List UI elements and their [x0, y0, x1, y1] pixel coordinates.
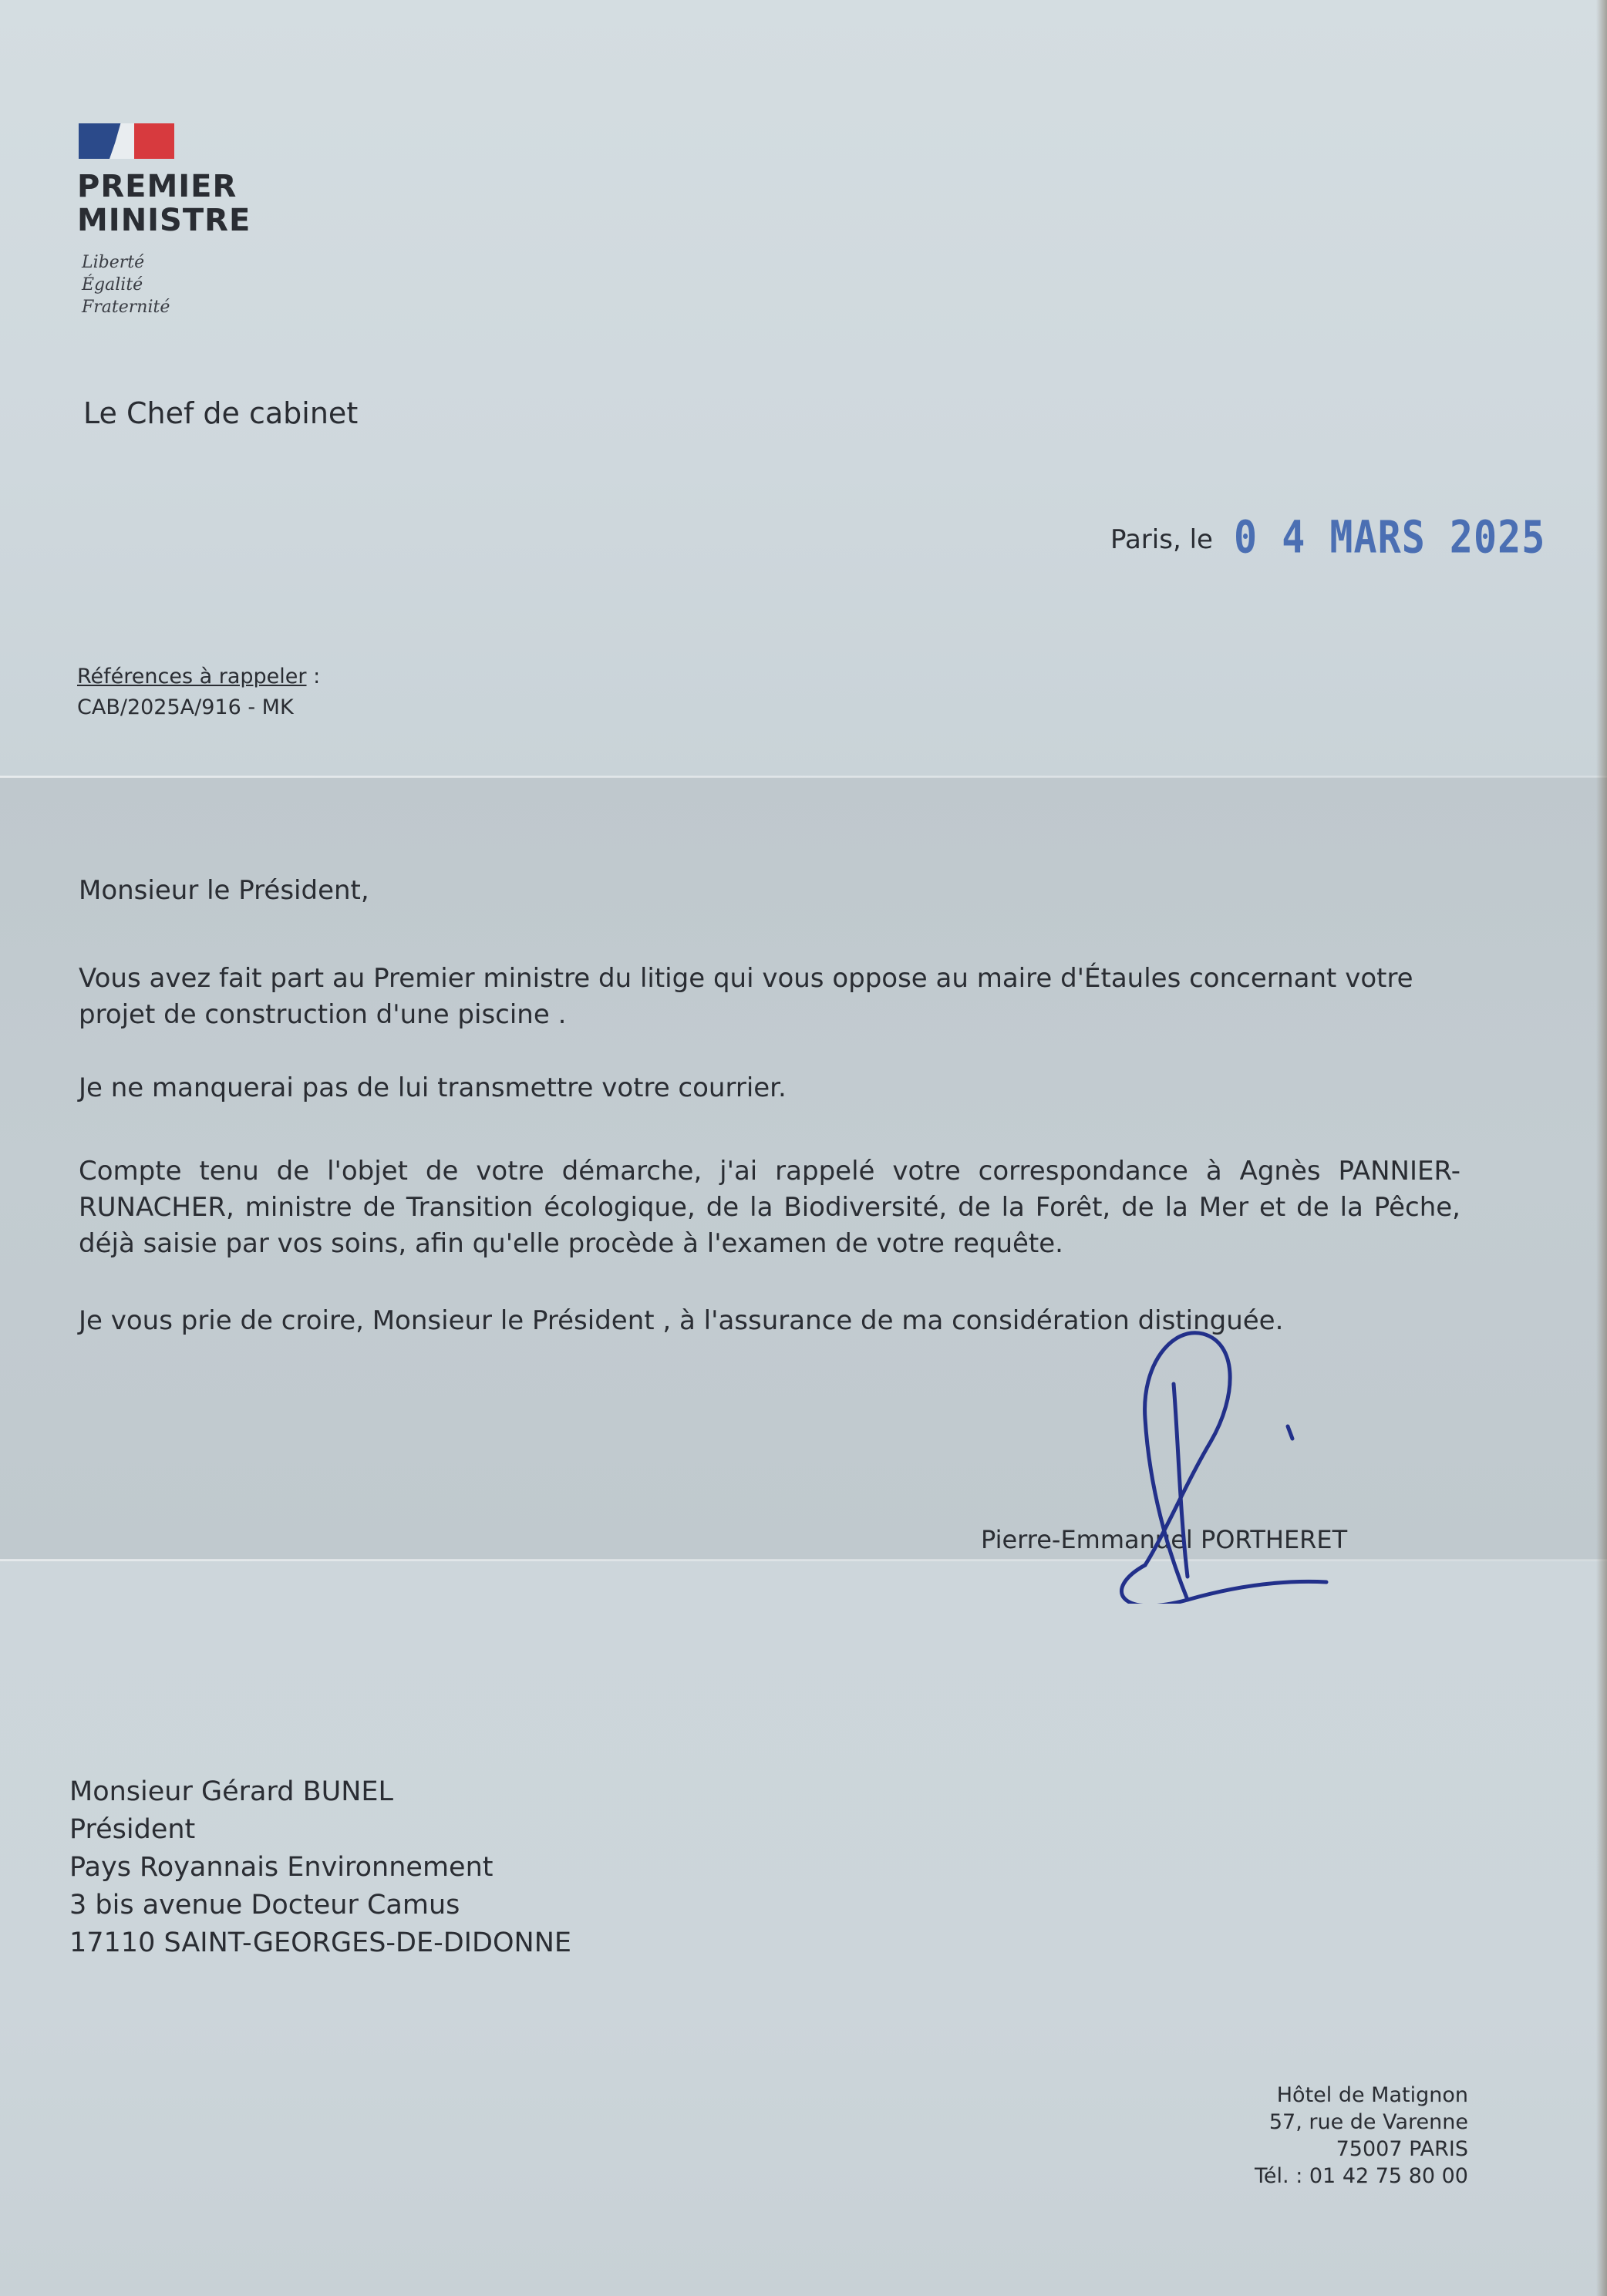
republic-motto [82, 251, 170, 318]
paragraph-2: Je ne manquerai pas de lui transmettre votre courrier. [79, 1072, 787, 1103]
references-label-colon: : [306, 665, 321, 688]
references-label [77, 665, 320, 688]
salutation: Monsieur le Président, [79, 875, 369, 906]
recipient-address [69, 1773, 571, 1962]
recipient-name: Monsieur Gérard BUNEL [69, 1776, 394, 1807]
motto-fraternite: Fraternité [82, 298, 170, 317]
date-stamp: 0 4 MARS 2025 [1234, 511, 1546, 564]
recipient-street: 3 bis avenue Docteur Camus [69, 1890, 460, 1921]
institution-line-1: PREMIER [77, 169, 238, 204]
footer-city: 75007 PARIS [1336, 2137, 1468, 2161]
flag-red-block [134, 123, 174, 159]
recipient-city: 17110 SAINT-GEORGES-DE-DIDONNE [69, 1927, 571, 1958]
handwritten-signature [1072, 1311, 1349, 1604]
footer-address [1157, 2082, 1468, 2190]
motto-liberte: Liberté [82, 253, 145, 272]
recipient-organization: Pays Royannais Environnement [69, 1852, 494, 1883]
institution-line-2: MINISTRE [77, 203, 251, 238]
fold-crease-lower [0, 1559, 1607, 1561]
marianne-logo [79, 123, 174, 159]
fold-panel-top [0, 0, 1607, 777]
signer-name: Pierre-Emmanuel PORTHERET [981, 1525, 1348, 1554]
fold-crease-upper [0, 776, 1607, 778]
footer-street: 57, rue de Varenne [1268, 2110, 1468, 2134]
references-label-text: Références à rappeler [77, 665, 307, 688]
date-prefix: Paris, le [1110, 524, 1213, 555]
paragraph-3: Compte tenu de l'objet de votre démarche, j'ai rappelé votre correspondance à Agnès PANNIER-RUNACHER, ministre de Transition écologique, de la Biodiversité, de la Forêt, de la Mer et de la Pêche, déjà saisie par vos soins, afin qu'elle procède à l'examen de votre requête. [79, 1156, 1460, 1259]
references-value: CAB/2025A/916 - MK [77, 695, 294, 719]
closing-formula: Je vous prie de croire, Monsieur le Président , à l'assurance de ma considération distinguée. [79, 1305, 1284, 1336]
footer-phone: Tél. : 01 42 75 80 00 [1255, 2164, 1468, 2188]
institution-name [77, 170, 251, 237]
footer-building: Hôtel de Matignon [1276, 2083, 1468, 2107]
paragraph-1: Vous avez fait part au Premier ministre du litige qui vous oppose au maire d'Étaules concernant votre projet de construction d'une piscine . [79, 963, 1413, 1030]
motto-egalite: Égalité [82, 275, 143, 295]
recipient-title: Président [69, 1814, 196, 1845]
sender-title: Le Chef de cabinet [83, 396, 359, 430]
paper-edge-shadow [1596, 0, 1607, 2296]
